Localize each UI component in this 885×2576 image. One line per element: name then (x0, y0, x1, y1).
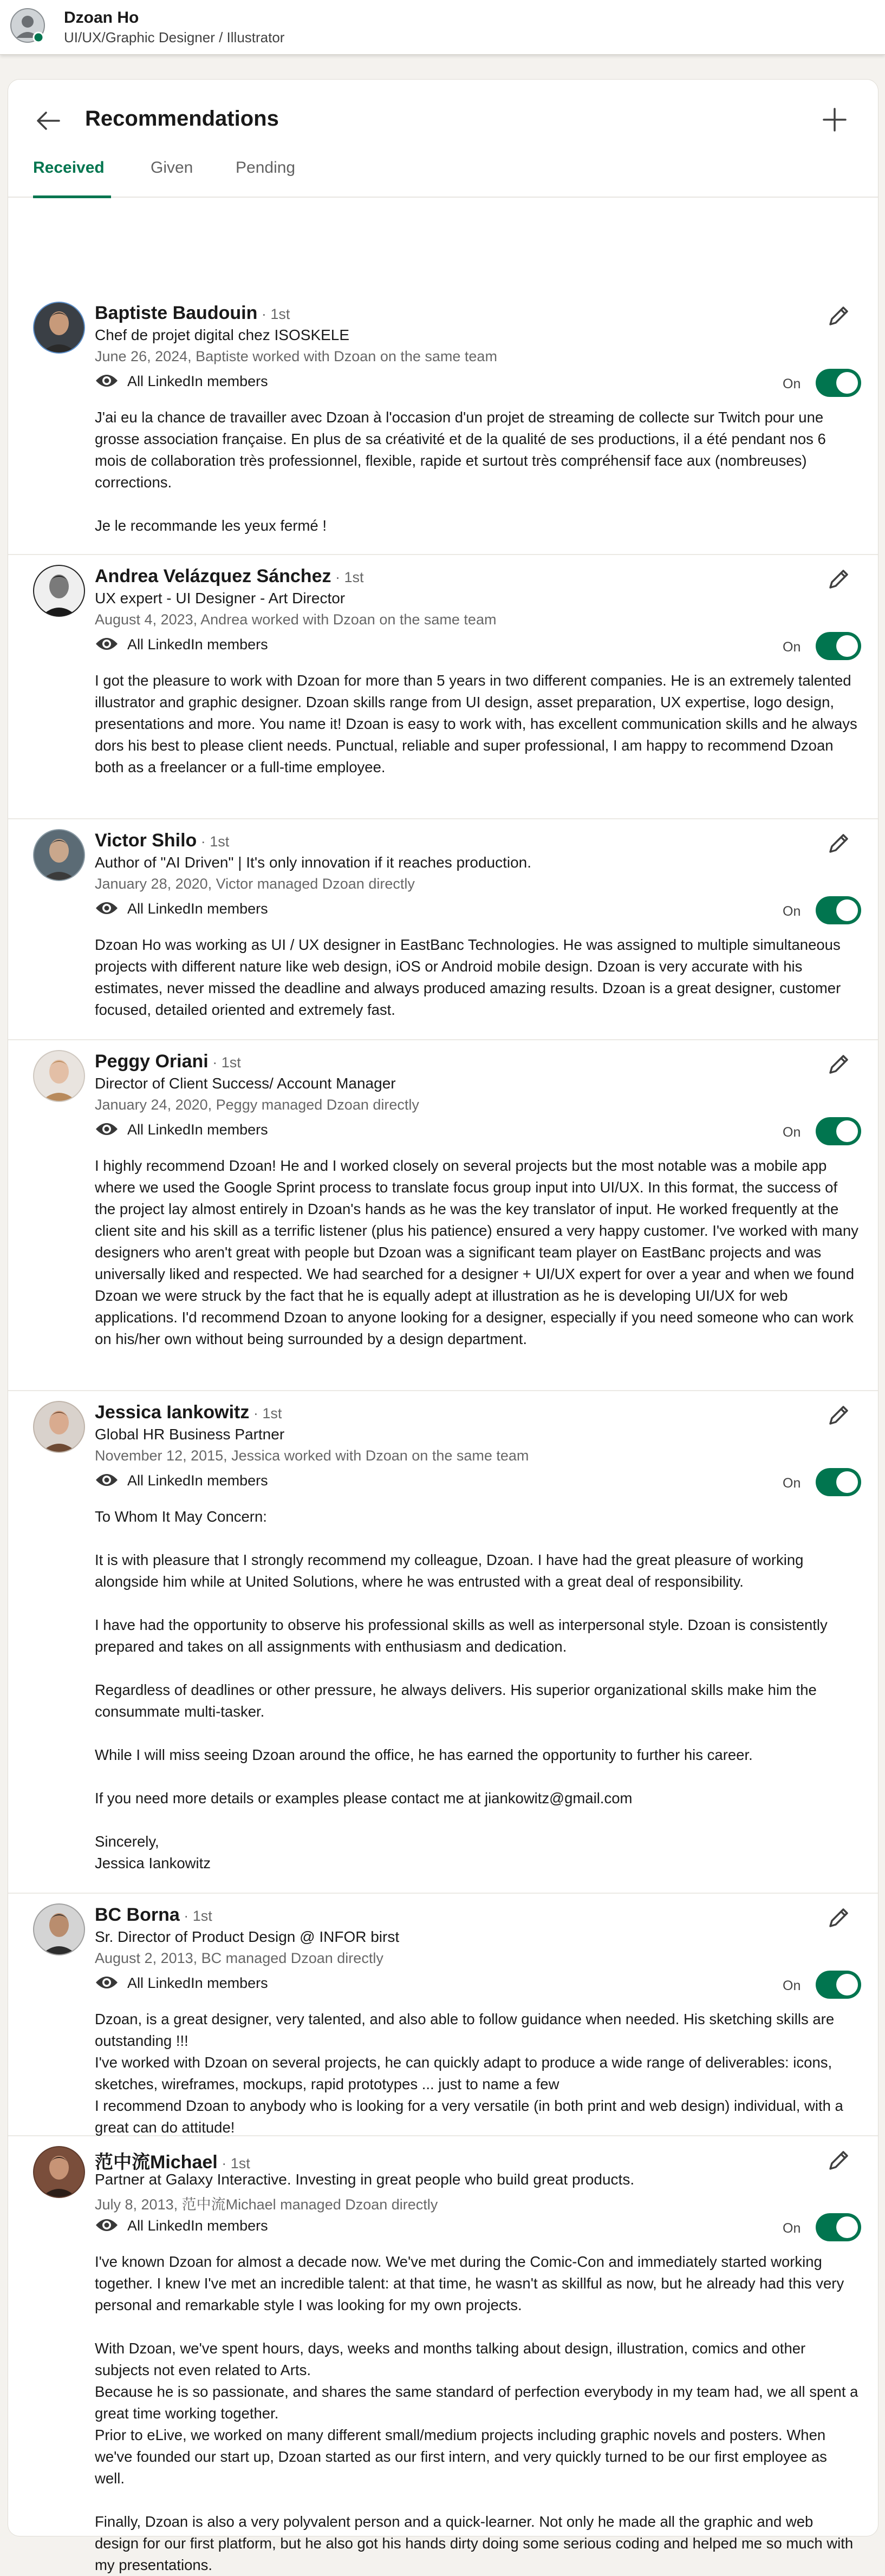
connection-degree: · 1st (217, 2155, 250, 2171)
visibility-toggle[interactable] (816, 632, 861, 660)
recommender-headline: Director of Client Success/ Account Manager (95, 1075, 396, 1092)
recommendation-paragraph: It is with pleasure that I strongly recommend my colleague, Dzoan. I have had the great pleasure of working alongside him while at United Solutions, where he was entrusted with a great deal of responsibility. (95, 1551, 808, 1590)
avatar[interactable] (33, 829, 85, 881)
recommendation-paragraph (95, 1593, 858, 1614)
recommender-headline: Partner at Galaxy Interactive. Investing in great people who build great products. (95, 2171, 635, 2188)
tab-received[interactable]: Received (33, 159, 111, 198)
avatar[interactable] (33, 2146, 85, 2198)
recommendation-text (95, 2008, 858, 2138)
edit-button[interactable] (824, 1903, 853, 1933)
toggle-label: On (783, 904, 801, 919)
recommendation-paragraph: With Dzoan, we've spent hours, days, weeks and months talking about design, illustration, comics and other subjects not even related to Arts. (95, 2340, 810, 2378)
recommendation-paragraph: I highly recommend Dzoan! He and I worked closely on several projects but the most notable was a mobile app where we used the Google Sprint process to translate focus group input into UI/UX. In this format, the success of the project lay almost entirely in Dzoan's hands as he was the key translator of input. He worked frequently at the client site and his skill as a terrific listener (plus his patience) ensured a very happy customer. I've worked with many designers who aren't great with people but Dzoan was a significant team player on EastBanc projects and was universally liked and respected. We had searched for a designer + UI/UX expert for over a year and when we found Dzoan we were struck by the fact that he is equally adept at illustration as he is developing UI/UX for web applications. I'd recommend Dzoan to anyone looking for a designer, especially if you need someone who can work on his/her own without being surrounded by a design department. (95, 1157, 863, 1347)
connection-degree: · 1st (331, 569, 364, 585)
edit-button[interactable] (824, 1050, 853, 1079)
visibility-label: All LinkedIn members (127, 1472, 268, 1489)
recommendation-paragraph: Dzoan Ho was working as UI / UX designer in EastBanc Technologies. He was assigned to multiple simultaneous projects with different nature like web design, iOS or Android mobile design. Dzoan is very accurate with his estimates, never missed the deadline and always produced amazing results. Dzoan is a great designer, customer focused, detailed oriented and extremely fast. (95, 936, 845, 1018)
visibility-toggle[interactable] (816, 896, 861, 924)
plus-icon (817, 102, 852, 137)
edit-button[interactable] (824, 1401, 853, 1430)
recommendations-header (8, 80, 878, 291)
recommendation-text (95, 670, 862, 778)
recommender-name[interactable]: Victor Shilo (95, 830, 197, 851)
arrow-left-icon (32, 105, 64, 137)
recommendation-date: August 4, 2023, Andrea worked with Dzoan on the same team (95, 611, 497, 628)
recommendation-date: January 24, 2020, Peggy managed Dzoan directly (95, 1097, 419, 1113)
eye-icon (95, 1471, 119, 1489)
visibility-toggle[interactable] (816, 2213, 861, 2241)
connection-degree: · 1st (208, 1054, 241, 1071)
visibility-toggle-group (783, 895, 861, 925)
person-avatar-icon (33, 1401, 85, 1453)
eye-icon (95, 372, 119, 389)
recommendation-date: November 12, 2015, Jessica worked with Dzoan on the same team (95, 1447, 529, 1464)
eye-icon (95, 899, 119, 917)
connection-degree: · 1st (249, 1405, 282, 1421)
recommendation-text (95, 407, 858, 537)
recommendation-date: August 2, 2013, BC managed Dzoan directly (95, 1950, 383, 1966)
recommendation-paragraph: If you need more details or examples please contact me at jiankowitz@gmail.com (95, 1790, 633, 1807)
add-recommendation-button[interactable] (817, 102, 852, 137)
recommender-name-line (95, 2147, 250, 2174)
recommender-headline: Chef de projet digital chez ISOSKELE (95, 327, 350, 343)
recommender-name[interactable]: Baptiste Baudouin (95, 303, 258, 323)
recommendation-paragraph: I've known Dzoan for almost a decade now. We've met during the Comic-Con and immediately started working together. I knew I've met an incredible talent: at that time, he wasn't as skillful as now, but he already had this very personal and remarkable style I was looking for my own projects. (95, 2253, 848, 2313)
recommender-name[interactable]: Peggy Oriani (95, 1051, 209, 1072)
recommendation-item (8, 818, 878, 1040)
recommendation-paragraph: Prior to eLive, we worked on many different small/medium projects including graphic novels and posters. When we've founded our start up, Dzoan started as our first intern, and very quickly turned to be our first employee as well. (95, 2427, 831, 2487)
pencil-icon (824, 1401, 853, 1430)
toggle-knob (836, 635, 858, 657)
avatar[interactable] (33, 1903, 85, 1955)
pencil-icon (824, 1050, 853, 1079)
eye-icon (95, 635, 119, 653)
recommender-headline: Author of "AI Driven" | It's only innovation if it reaches production. (95, 854, 532, 871)
recommender-name-line (95, 303, 290, 324)
pencil-icon (824, 2146, 853, 2175)
toggle-label: On (783, 1476, 801, 1491)
recommendation-text (95, 1155, 863, 1350)
person-avatar-icon (33, 2146, 85, 2198)
toggle-knob (836, 1974, 858, 1995)
recommendation-item (8, 291, 878, 555)
recommendation-item (8, 1390, 878, 1894)
recommendation-paragraph: Je le recommande les yeux fermé ! (95, 517, 327, 534)
visibility-label: All LinkedIn members (127, 2218, 268, 2234)
profile-name: Dzoan Ho (64, 9, 139, 27)
toggle-label: On (783, 1978, 801, 1993)
visibility-label: All LinkedIn members (127, 901, 268, 917)
person-avatar-icon (33, 302, 85, 354)
page-title: Recommendations (85, 107, 279, 131)
recommendation-paragraph (95, 2316, 858, 2338)
toggle-label: On (783, 640, 801, 655)
tab-bar (8, 145, 878, 198)
visibility-toggle-group (783, 1467, 861, 1497)
toggle-knob (836, 899, 858, 921)
avatar[interactable] (10, 8, 45, 43)
eye-icon (95, 1120, 119, 1138)
person-avatar-icon (33, 1050, 85, 1102)
toggle-label: On (783, 2221, 801, 2236)
tab-given[interactable]: Given (151, 159, 193, 177)
recommender-headline: UX expert - UI Designer - Art Director (95, 590, 346, 606)
person-avatar-icon (33, 565, 85, 617)
recommendation-paragraph: Regardless of deadlines or other pressure, he always delivers. His superior organizational skills make him the consummate multi-tasker. (95, 1681, 821, 1720)
pencil-icon (824, 565, 853, 594)
recommendation-paragraph (95, 1723, 858, 1744)
visibility-toggle-group (783, 1970, 861, 2000)
visibility-toggle-group (783, 2212, 861, 2242)
profile-headline: UI/UX/Graphic Designer / Illustrator (64, 29, 285, 45)
recommendation-paragraph (95, 1658, 858, 1679)
recommendation-paragraph: Sincerely, (95, 1833, 159, 1850)
recommendation-item (8, 1893, 878, 2136)
recommender-name-line (95, 1402, 282, 1423)
recommender-name[interactable]: Andrea Velázquez Sánchez (95, 566, 331, 586)
visibility-toggle-group (783, 1116, 861, 1146)
recommendation-paragraph (95, 1766, 858, 1788)
visibility-toggle-group (783, 631, 861, 661)
recommendation-paragraph: I recommend Dzoan to anybody who is looking for a very versatile (in both print and web design) individual, with a great can do attitude! (95, 2097, 848, 2136)
avatar[interactable] (33, 565, 85, 617)
eye-icon (95, 2216, 119, 2234)
recommendation-paragraph: While I will miss seeing Dzoan around the office, he has earned the opportunity to further his career. (95, 1746, 753, 1763)
recommendation-date: June 26, 2024, Baptiste worked with Dzoan on the same team (95, 348, 497, 364)
recommendation-paragraph: Dzoan, is a great designer, very talented, and also able to follow guidance when needed. His sketching skills are outstanding !!! (95, 2011, 838, 2049)
avatar[interactable] (33, 1401, 85, 1453)
recommendation-paragraph: J'ai eu la chance de travailler avec Dzoan à l'occasion d'un projet de streaming de collecte sur Twitch pour une grosse association française. En plus de sa créativité et de la qualité de ses productions, il a été pendant nos 6 mois de collaboration très professionnel, flexible, rapide et surtout très compréhensif face aux (nombreuses) corrections. (95, 409, 830, 491)
toggle-knob (836, 1471, 858, 1493)
top-profile-bar (0, 0, 885, 55)
toggle-knob (836, 372, 858, 394)
edit-button[interactable] (824, 829, 853, 858)
recommendation-paragraph: I have had the opportunity to observe his professional skills as well as interpersonal style. Dzoan is consistently prepared and takes on all assignments with enthusiasm and dedication. (95, 1616, 832, 1655)
back-button[interactable] (32, 105, 64, 137)
visibility-label: All LinkedIn members (127, 1975, 268, 1991)
recommendations-card (8, 79, 879, 2573)
recommender-headline: Sr. Director of Product Design @ INFOR birst (95, 1928, 400, 1945)
avatar[interactable] (33, 302, 85, 354)
edit-button[interactable] (824, 2146, 853, 2175)
visibility-toggle[interactable] (816, 1117, 861, 1145)
person-avatar-icon (33, 829, 85, 881)
visibility-label: All LinkedIn members (127, 373, 268, 389)
recommendation-date: July 8, 2013, 范中流Michael managed Dzoan directly (95, 2196, 438, 2213)
recommender-name[interactable]: Jessica Iankowitz (95, 1402, 250, 1423)
connection-degree: · 1st (257, 306, 290, 322)
visibility-label: All LinkedIn members (127, 636, 268, 653)
recommendation-text (95, 934, 858, 1021)
recommendation-item (8, 2135, 878, 2573)
connection-degree: · 1st (179, 1908, 212, 1924)
recommender-name-line (95, 1051, 241, 1072)
recommender-name[interactable]: BC Borna (95, 1905, 180, 1925)
online-status-icon (34, 32, 43, 42)
recommendation-paragraph: Jessica Iankowitz (95, 1855, 211, 1871)
recommendation-paragraph: I got the pleasure to work with Dzoan for more than 5 years in two different companies. He is an extremely talented illustrator and graphic designer. Dzoan skills range from UI design, asset preparation, UX expertise, logo design, presentations and more. You name it! Dzoan is easy to work with, has excellent communication skills and he always dors his best to please client needs. Punctual, reliable and super professional, I am happy to recommend Dzoan both as a freelancer or a full-time employee. (95, 672, 862, 775)
recommendation-paragraph (95, 2489, 858, 2511)
toggle-knob (836, 1120, 858, 1142)
visibility-toggle[interactable] (816, 369, 861, 397)
edit-button[interactable] (824, 565, 853, 594)
recommendation-paragraph: To Whom It May Concern: (95, 1508, 267, 1525)
recommendation-paragraph: I've worked with Dzoan on several projects, he can quickly adapt to produce a wide range of deliverables: icons, sketches, wireframes, mockups, rapid prototypes ... just to name a few (95, 2054, 836, 2092)
pencil-icon (824, 1903, 853, 1933)
recommendation-item (8, 1039, 878, 1391)
avatar[interactable] (33, 1050, 85, 1102)
recommender-name-line (95, 566, 364, 587)
visibility-toggle[interactable] (816, 1971, 861, 1999)
recommendation-paragraph (95, 1528, 858, 1549)
toggle-label: On (783, 376, 801, 392)
recommendation-paragraph: Finally, Dzoan is also a very polyvalent person and a quick-learner. Not only he made all the graphic and web design for our first platform, but he also got his hands dirty doing some serious coding and helped me so much with my presentations. (95, 2513, 857, 2573)
recommendation-text (95, 1506, 858, 1874)
recommendation-item (8, 554, 878, 819)
recommender-name-line (95, 830, 229, 851)
pencil-icon (824, 829, 853, 858)
eye-icon (95, 1974, 119, 1991)
recommendation-date: January 28, 2020, Victor managed Dzoan directly (95, 876, 415, 892)
visibility-toggle-group (783, 368, 861, 398)
toggle-label: On (783, 1125, 801, 1140)
recommender-name-line (95, 1905, 212, 1926)
recommendation-paragraph (95, 1809, 858, 1831)
person-avatar-icon (33, 1903, 85, 1955)
visibility-label: All LinkedIn members (127, 1121, 268, 1138)
toggle-knob (836, 2216, 858, 2238)
recommender-headline: Global HR Business Partner (95, 1426, 285, 1443)
recommendation-paragraph (95, 493, 858, 515)
recommendation-text (95, 2251, 863, 2576)
edit-button[interactable] (824, 302, 853, 331)
visibility-toggle[interactable] (816, 1468, 861, 1496)
connection-degree: · 1st (197, 833, 230, 850)
pencil-icon (824, 302, 853, 331)
tab-pending[interactable]: Pending (236, 159, 296, 177)
recommendation-paragraph: Because he is so passionate, and shares the same standard of perfection everybody in my team had, we all spent a great time working together. (95, 2383, 863, 2422)
recommender-name[interactable]: 范中流Michael (95, 2152, 218, 2173)
